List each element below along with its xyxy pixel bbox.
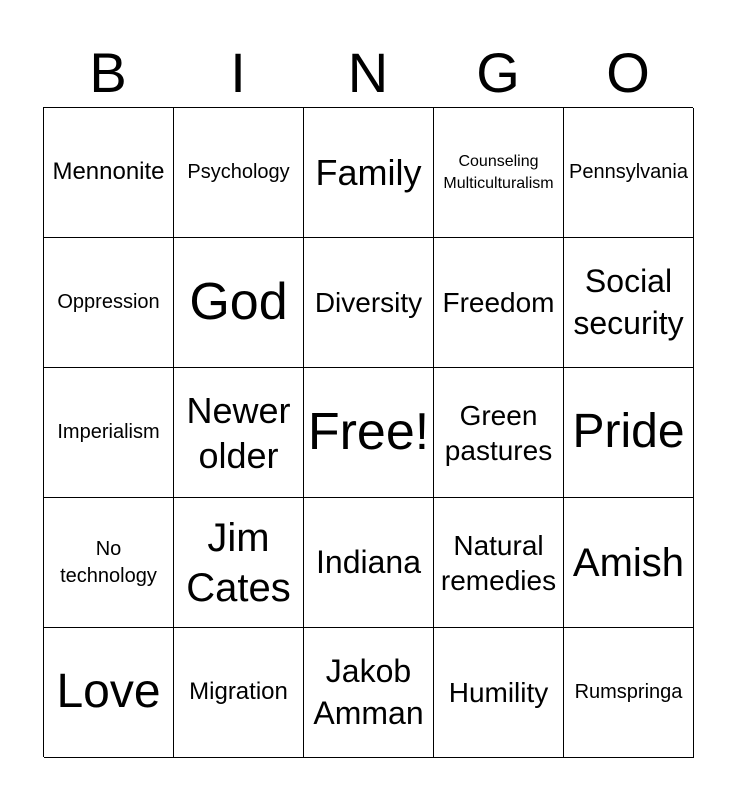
bingo-cell-pennsylvania[interactable]: Pennsylvania [564, 108, 694, 238]
bingo-cell-god[interactable]: God [174, 238, 304, 368]
bingo-cell-family[interactable]: Family [304, 108, 434, 238]
bingo-cell-oppression[interactable]: Oppression [44, 238, 174, 368]
bingo-cell-jakob-amman[interactable]: Jakob Amman [304, 628, 434, 758]
bingo-cell-pride[interactable]: Pride [564, 368, 694, 498]
bingo-board [43, 107, 693, 757]
bingo-cell-amish[interactable]: Amish [564, 498, 694, 628]
bingo-cell-rumspringa[interactable]: Rumspringa [564, 628, 694, 758]
bingo-cell-indiana[interactable]: Indiana [304, 498, 434, 628]
bingo-cell-humility[interactable]: Humility [434, 628, 564, 758]
bingo-cell-no-technology[interactable]: No technology [44, 498, 174, 628]
bingo-cell-mennonite[interactable]: Mennonite [44, 108, 174, 238]
bingo-cell-diversity[interactable]: Diversity [304, 238, 434, 368]
header-letter-g: G [476, 41, 520, 104]
header-letter-i: I [230, 41, 246, 104]
bingo-header [43, 40, 693, 106]
bingo-cell-counseling-multiculturalism[interactable]: Counseling Multiculturalism [434, 108, 564, 238]
bingo-cell-free-space[interactable]: Free! [304, 368, 434, 498]
bingo-cell-natural-remedies[interactable]: Natural remedies [434, 498, 564, 628]
bingo-cell-green-pastures[interactable]: Green pastures [434, 368, 564, 498]
header-letter-n: N [347, 41, 389, 104]
bingo-cell-migration[interactable]: Migration [174, 628, 304, 758]
bingo-cell-jim-cates[interactable]: Jim Cates [174, 498, 304, 628]
bingo-cell-social-security[interactable]: Social security [564, 238, 694, 368]
header-letter-o: O [606, 41, 650, 104]
bingo-cell-imperialism[interactable]: Imperialism [44, 368, 174, 498]
bingo-cell-psychology[interactable]: Psychology [174, 108, 304, 238]
bingo-cell-newer-older[interactable]: Newer older [174, 368, 304, 498]
bingo-cell-freedom[interactable]: Freedom [434, 238, 564, 368]
bingo-cell-love[interactable]: Love [44, 628, 174, 758]
header-letter-b: B [89, 41, 127, 104]
